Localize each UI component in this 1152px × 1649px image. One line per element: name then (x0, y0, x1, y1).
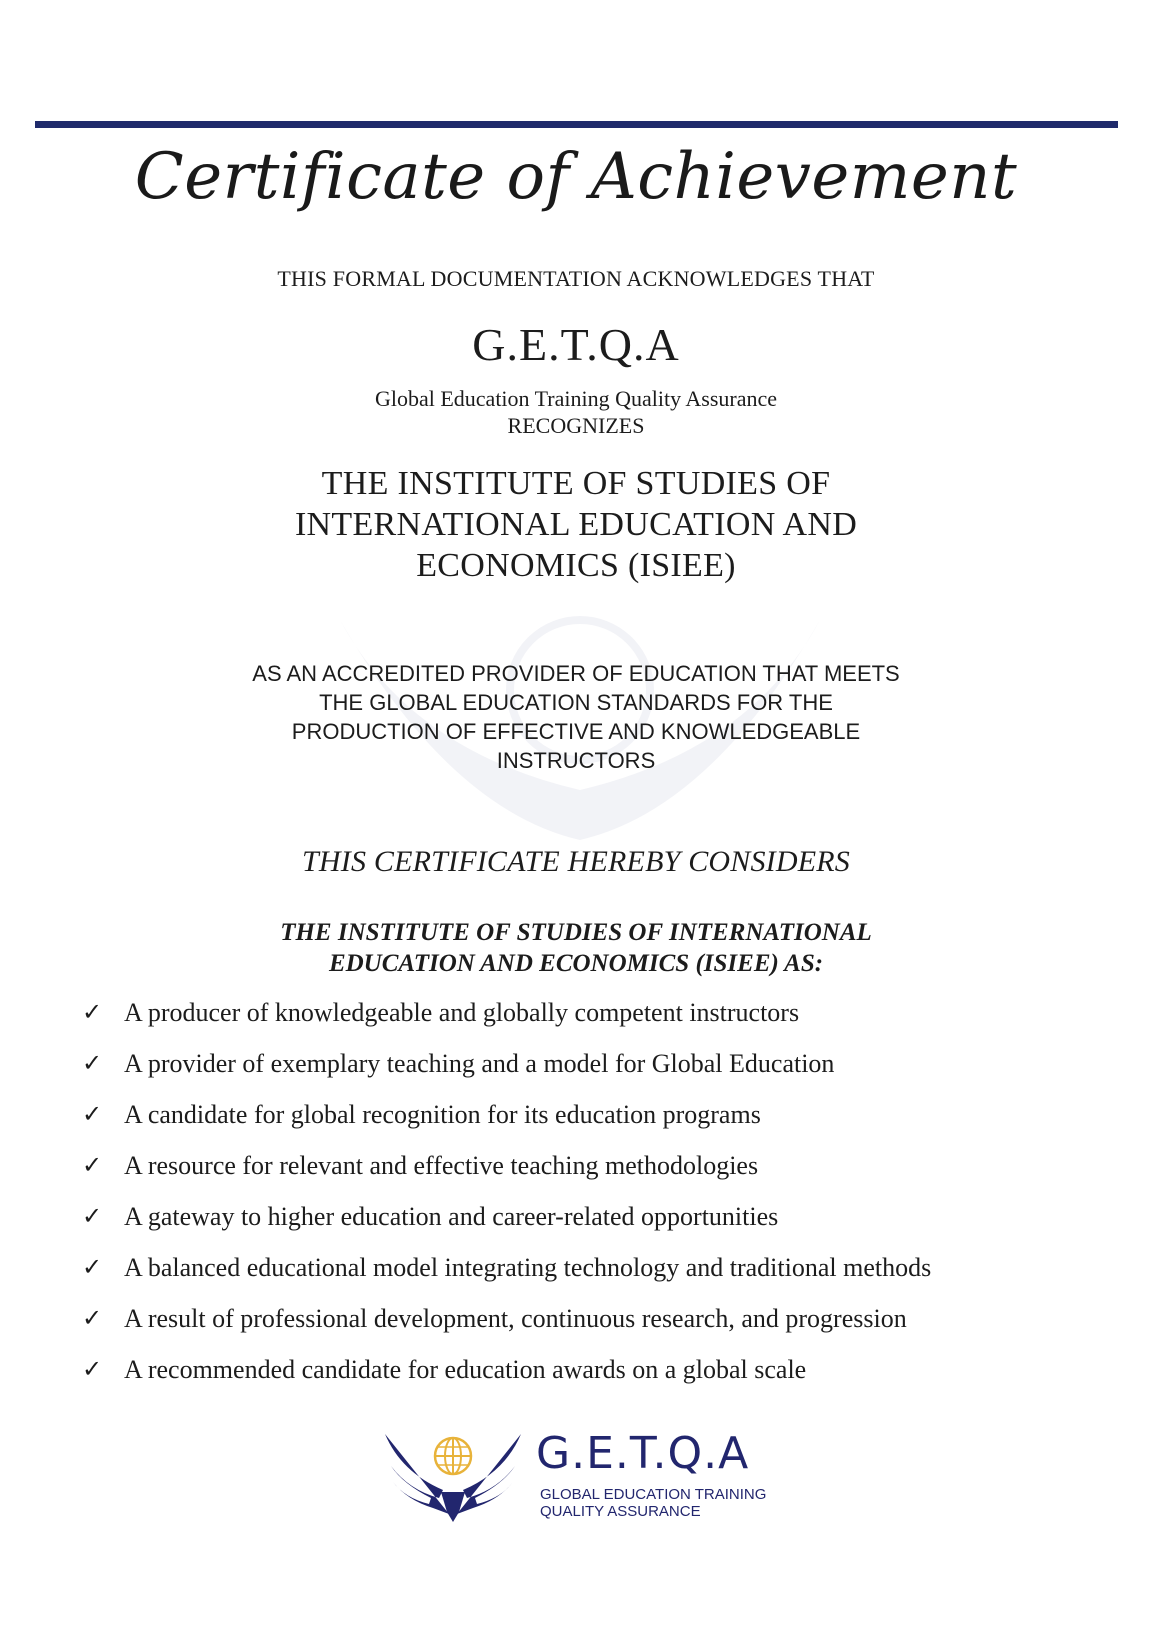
certificate-title: Certificate of Achievement (134, 140, 1018, 214)
check-icon: ✓ (82, 998, 103, 1026)
check-icon: ✓ (82, 1304, 103, 1332)
recipient-line: INTERNATIONAL EDUCATION AND (294, 506, 858, 543)
list-item (82, 1098, 1082, 1131)
list-item-text: A recommended candidate for education awards on a global scale (124, 1355, 807, 1384)
accreditation-line: THE GLOBAL EDUCATION STANDARDS FOR THE (319, 690, 833, 715)
list-item (82, 996, 1082, 1029)
list-item (82, 1251, 1082, 1284)
check-icon: ✓ (82, 1355, 103, 1383)
check-icon: ✓ (82, 1100, 103, 1128)
recipient-name (0, 463, 1152, 586)
list-item (82, 1302, 1082, 1335)
eagle-globe-icon (383, 1432, 523, 1522)
logo-tagline-line: QUALITY ASSURANCE (540, 1503, 701, 1520)
acknowledges-text: THIS FORMAL DOCUMENTATION ACKNOWLEDGES THAT (277, 266, 875, 291)
recognition-list (82, 996, 1082, 1404)
list-item (82, 1149, 1082, 1182)
recipient-italic-line: EDUCATION AND ECONOMICS (ISIEE) AS: (328, 950, 824, 977)
recipient-italic-heading (0, 917, 1152, 979)
recognizes-text: RECOGNIZES (507, 413, 645, 438)
logo-tagline (540, 1486, 766, 1520)
list-item (82, 1353, 1082, 1386)
accreditation-line: AS AN ACCREDITED PROVIDER OF EDUCATION THAT MEETS (252, 661, 900, 686)
logo-name: G.E.T.Q.A (536, 1428, 750, 1479)
getqa-logo (383, 1428, 767, 1522)
list-item-text: A candidate for global recognition for its education programs (124, 1100, 761, 1129)
recipient-line: ECONOMICS (ISIEE) (416, 547, 736, 584)
list-item-text: A provider of exemplary teaching and a model for Global Education (124, 1049, 835, 1078)
check-icon: ✓ (82, 1151, 103, 1179)
recipient-italic-line: THE INSTITUTE OF STUDIES OF INTERNATIONAL (280, 919, 872, 946)
recipient-line: THE INSTITUTE OF STUDIES OF (321, 465, 831, 502)
hereby-considers-text: THIS CERTIFICATE HEREBY CONSIDERS (302, 845, 850, 878)
accreditation-line: PRODUCTION OF EFFECTIVE AND KNOWLEDGEABLE (291, 719, 861, 744)
org-name: G.E.T.Q.A (472, 319, 680, 370)
list-item-text: A producer of knowledgeable and globally competent instructors (124, 998, 800, 1027)
check-icon: ✓ (82, 1049, 103, 1077)
logo-tagline-line: GLOBAL EDUCATION TRAINING (540, 1486, 767, 1503)
list-item (82, 1200, 1082, 1233)
org-full-name-block (0, 385, 1152, 439)
top-rule (35, 121, 1118, 128)
list-item-text: A gateway to higher education and career-related opportunities (124, 1202, 779, 1231)
accreditation-statement (0, 659, 1152, 775)
check-icon: ✓ (82, 1253, 103, 1281)
org-full-name: Global Education Training Quality Assurance (374, 386, 778, 411)
accreditation-line: INSTRUCTORS (496, 748, 656, 773)
list-item (82, 1047, 1082, 1080)
list-item-text: A resource for relevant and effective teaching methodologies (124, 1151, 759, 1180)
list-item-text: A balanced educational model integrating technology and traditional methods (124, 1253, 932, 1282)
check-icon: ✓ (82, 1202, 103, 1230)
list-item-text: A result of professional development, continuous research, and progression (124, 1304, 907, 1333)
